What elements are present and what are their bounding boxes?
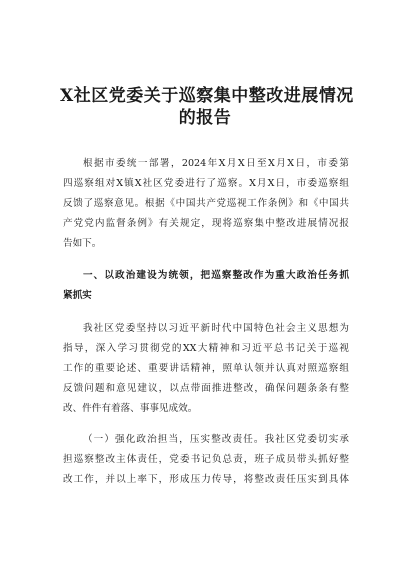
body-line: 指导，深入学习贯彻党的XX大精神和习近平总书记关于巡视: [63, 343, 349, 354]
intro-line: 产党党内监督条例》有关规定，现将巡察集中整改进展情况报: [63, 218, 349, 229]
body-line: （一）强化政治担当，压实整改责任。我社区党委切实承: [83, 434, 349, 445]
body-line: 反馈问题和意见建议，以点带面推进整改，确保问题条条有整: [63, 383, 349, 394]
body-line: 改工作，并以上率下，形成压力传导，将整改责任压实到具体: [63, 474, 349, 485]
intro-line: 四巡察组对X镇X社区党委进行了巡察。X月X日，市委巡察组: [63, 178, 349, 189]
section-heading: 紧抓实: [63, 290, 92, 301]
document-title-line-1: X社区党委关于巡察集中整改进展情况: [60, 86, 354, 106]
body-line: 改、件件有着落、事事见成效。: [63, 403, 198, 414]
body-line: 担巡察整改主体责任，党委书记负总责，班子成员带头抓好整: [63, 454, 349, 465]
intro-line: 告如下。: [63, 238, 102, 249]
section-heading: 一、以政治建设为统领，把巡察整改作为重大政治任务抓: [83, 270, 349, 281]
body-line: 我社区党委坚持以习近平新时代中国特色社会主义思想为: [83, 323, 349, 334]
intro-line: 反馈了巡察意见。根据《中国共产党巡视工作条例》和《中国共: [63, 198, 349, 209]
intro-line: 根据市委统一部署，2024年X月X日至X月X日，市委第: [83, 158, 349, 169]
document-title-line-2: 的报告: [178, 108, 232, 128]
body-line: 工作的重要论述、重要讲话精神，照单认领并认真对照巡察组: [63, 363, 349, 374]
